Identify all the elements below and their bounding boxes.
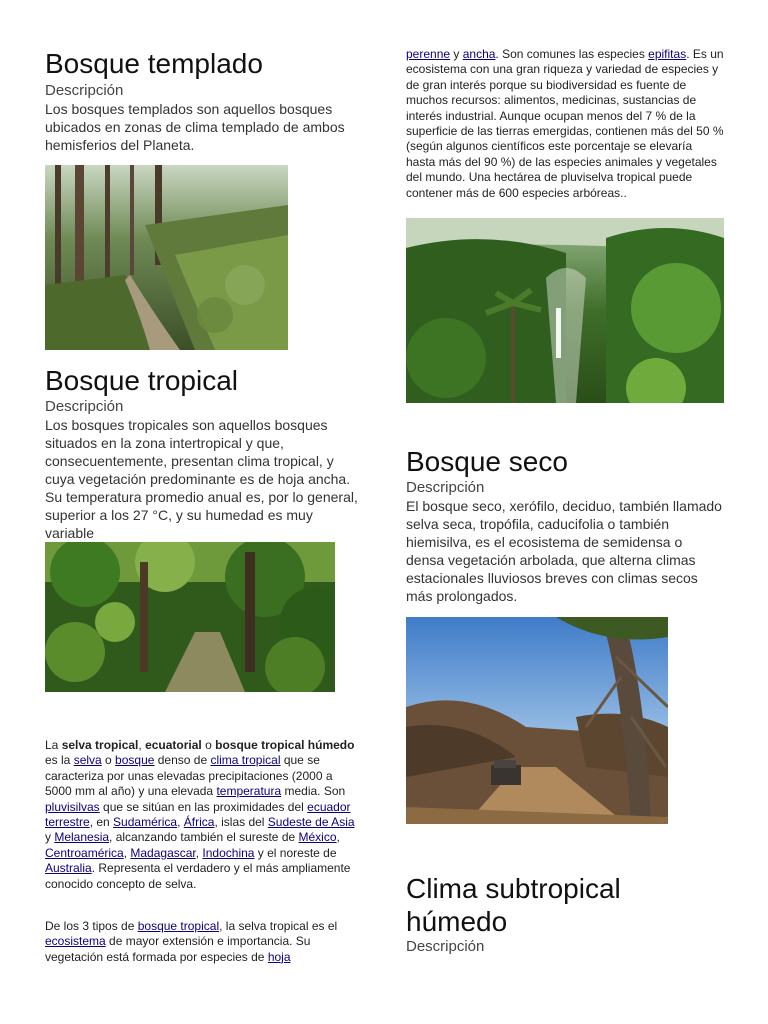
subtropical-title: Clima subtropical húmedo [406, 873, 621, 937]
link-bosque-tropical[interactable]: bosque tropical [137, 919, 220, 933]
link-centroamerica[interactable]: Centroamérica [45, 845, 124, 860]
link-madagascar[interactable]: Madagascar [130, 845, 196, 860]
temperate-description-text: Los bosques templados son aquellos bosques ubicados en zonas de clima templado de ambos hemisferios del Planeta. [45, 101, 345, 153]
subtropical-description-label: Descripción [406, 938, 485, 955]
link-africa[interactable]: África [183, 815, 215, 830]
link-ancha[interactable]: ancha [462, 47, 496, 61]
link-mexico[interactable]: México [298, 830, 337, 845]
temperate-description-label: Descripción [45, 82, 124, 99]
dry-forest-photo [406, 617, 668, 824]
link-sudamerica[interactable]: Sudamérica [113, 815, 178, 830]
link-pluvisilvas[interactable]: pluvisilvas [45, 799, 100, 814]
rainforest-waterfall-photo [406, 218, 724, 403]
link-temperatura[interactable]: temperatura [216, 784, 282, 799]
rainforest-paragraph-2: De los 3 tipos de bosque tropical, la selva tropical es el ecosistema de mayor extensión e importancia. Su vegetación está formada por especies de hoja [45, 919, 338, 964]
tropical-forest-photo [45, 542, 335, 692]
tropical-title: Bosque tropical [45, 365, 239, 396]
temperate-title: Bosque templado [45, 48, 263, 79]
link-bosque[interactable]: bosque [115, 753, 155, 768]
temperate-forest-photo [45, 165, 288, 350]
rainforest-continuation-text: perenne y ancha. Son comunes las especies epifitas. Es un ecosistema con una gran riqueza y variedad de especies y de gran interés porque su biodiversidad es fuente de muchos recursos: alimentos, medicinas, sustancias de interés industrial. Aunque ocupan menos del 7 % de la superficie de las tierras emergidas, contienen más del 50 % (según algunos científicos este porcentaje se elevaría hasta más del 90 %) de las especies animales y vegetales del mundo. Una hectárea de pluviselva tropical puede contener más de 600 especies arbóreas.. [406, 47, 724, 200]
link-australia[interactable]: Australia [45, 861, 92, 876]
tropical-description-text: Los bosques tropicales son aquellos bosques situados en la zona intertropical y que, consecuentemente, presentan clima tropical, y cuya vegetación predominante es de hoja ancha. Su temperatura promedio anual es, por lo general, superior a los 27 °C, y su humedad es muy variable [45, 417, 358, 541]
link-selva[interactable]: selva [73, 753, 102, 768]
link-indochina[interactable]: Indochina [202, 845, 255, 860]
dry-forest-title: Bosque seco [406, 446, 568, 477]
dry-forest-description-label: Descripción [406, 479, 485, 496]
tropical-description-label: Descripción [45, 398, 124, 415]
link-melanesia[interactable]: Melanesia [54, 830, 110, 845]
link-perenne[interactable]: perenne [406, 47, 451, 61]
rainforest-paragraph-1: La selva tropical, ecuatorial o bosque tropical húmedo es la selva o bosque denso de clima tropical que se caracteriza por unas elevadas precipitaciones (2000 a 5000 mm al año) y una elevada temperatura media. Son pluvisilvas que se sitúan en las proximidades del ecuador terrestre, en Sudamérica, África, islas del Sudeste de Asia y Melanesia, alcanzando también el sureste de México, Centroamérica, Madagascar, Indochina y el noreste de Australia. Representa el verdadero y el más ampliamente conocido concepto de selva. [45, 738, 355, 891]
link-sudeste-de-asia[interactable]: Sudeste de Asia [267, 815, 355, 830]
link-hoja[interactable]: hoja [267, 949, 291, 964]
link-clima-tropical[interactable]: clima tropical [210, 753, 281, 768]
link-ecuador-terrestre[interactable]: ecuador terrestre [45, 799, 351, 830]
link-ecosistema[interactable]: ecosistema [45, 934, 106, 949]
dry-forest-description-text: El bosque seco, xerófilo, deciduo, también llamado selva seca, tropófila, caducifolia o también hiemisilva, es el ecosistema de semidensa o densa vegetación arbolada, que alterna climas estacionales lluviosos breves con climas secos más prolongados. [406, 498, 722, 604]
link-epifitas[interactable]: epifitas [648, 47, 687, 61]
